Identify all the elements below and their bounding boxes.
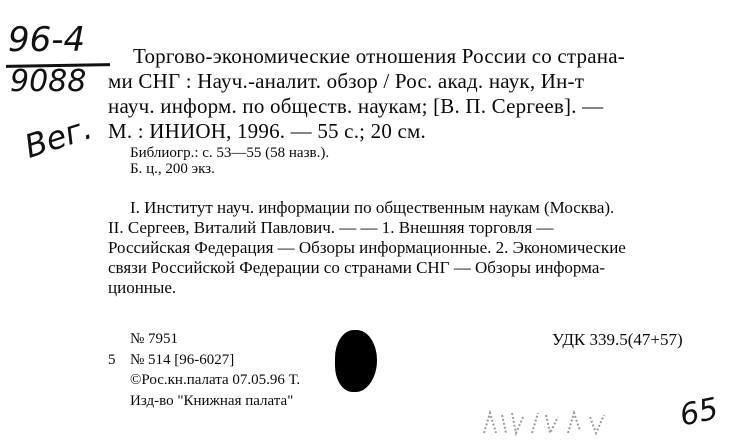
bibliography-note: Библиогр.: с. 53—55 (58 назв.). [130, 145, 330, 161]
chamber-line: ©Рос.кн.палата 07.05.96 Т. [130, 372, 301, 388]
udc-code: УДК 339.5(47+57) [552, 330, 683, 349]
handwritten-code-bottom: 9088 [10, 64, 87, 99]
title-line-3: науч. информ. по обществ. наукам; [В. П. Сергеев]. — [108, 94, 604, 118]
ink-blot [335, 330, 377, 392]
title-line-1: Торгово-экономические отношения России со страна- [133, 44, 625, 68]
order-prefix: 5 [108, 352, 116, 368]
subject-line-4: связи Российской Федерации со странами СНГ — Обзоры информа- [108, 258, 606, 277]
title-line-4: М. : ИНИОН, 1996. — 55 с.; 20 см. [108, 119, 426, 143]
subject-line-2: II. Сергеев, Виталий Павлович. — — 1. Внешняя торговля — [108, 218, 554, 237]
card-number: № 7951 [130, 331, 179, 347]
handwritten-scrawl: Вег. [19, 108, 97, 166]
price-copies-note: Б. ц., 200 экз. [130, 161, 215, 177]
handwritten-code-top: 96-4 [8, 20, 86, 60]
subject-line-5: ционные. [108, 278, 177, 297]
title-line-2: ми СНГ : Науч.-аналит. обзор / Рос. акад. наук, Ин-т [108, 69, 585, 93]
order-number: № 514 [96-6027] [130, 352, 235, 368]
subject-line-3: Российская Федерация — Обзоры информационные. 2. Экономические [108, 238, 626, 257]
handwritten-corner-mark: 65 [676, 391, 722, 434]
subject-line-1: I. Институт науч. информации по общественным наукам (Москва). [130, 198, 615, 217]
ink-smudge [480, 405, 620, 441]
publisher-line: Изд-во "Книжная палата" [130, 393, 294, 409]
